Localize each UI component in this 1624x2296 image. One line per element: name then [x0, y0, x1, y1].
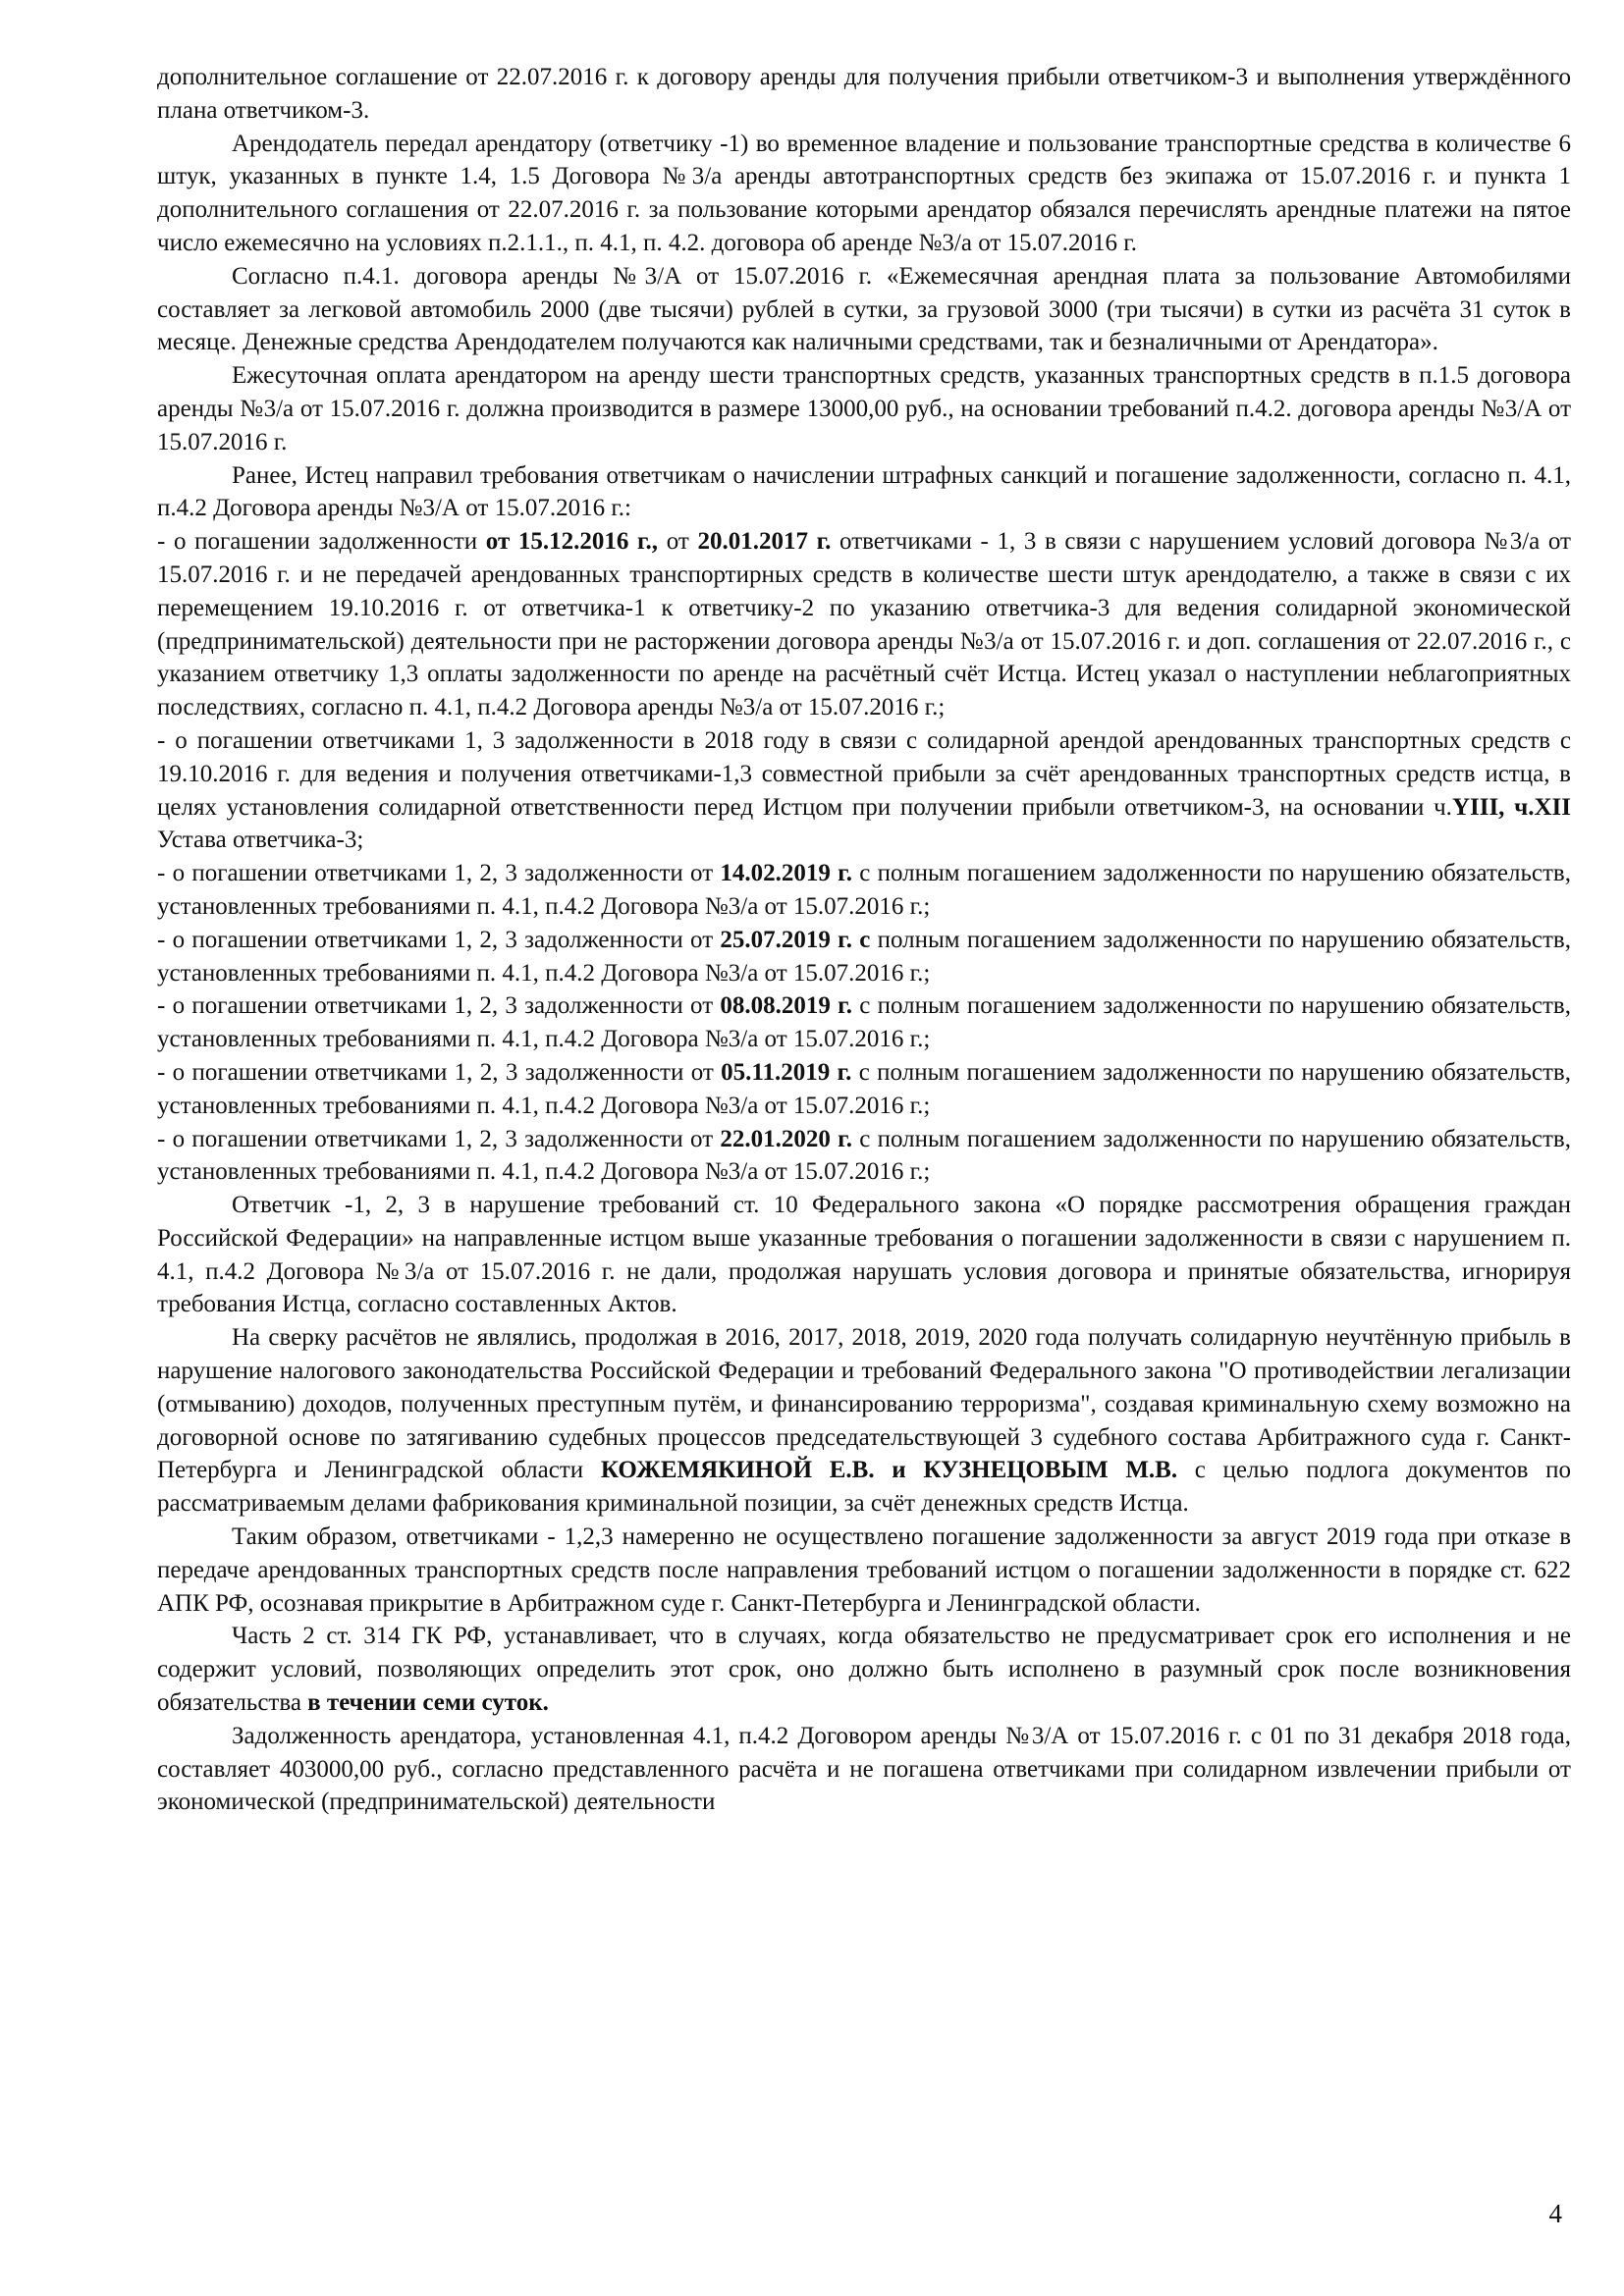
paragraph	[157, 1189, 1571, 1321]
page-number: 4	[1548, 2199, 1562, 2228]
text-run: Арендодатель передал арендатору (ответчику -1) во временное владение и пользование транспортные средства в количестве 6 штук, указанных в пункте 1.4, 1.5 Договора №3/а аренды автотранспортных средств без экипажа от 15.07.2016 г. и пункта 1 дополнительного соглашения от 22.07.2016 г. за пользование которыми арендатор обязался перечислять арендные платежи на пятое число ежемесячно на условиях п.2.1.1., п. 4.1, п. 4.2. договора об аренде №3/а от 15.07.2016 г.	[157, 130, 1571, 256]
text-run: с полным погашением задолженности по нарушению обязательств, установленных требованиями п. 4.1, п.4.2 Договора №3/а от 15.07.2016 г.;	[157, 992, 1571, 1053]
text-run: с полным погашением задолженности по нарушению обязательств, установленных требованиями п. 4.1, п.4.2 Договора №3/а от 15.07.2016 г.;	[157, 860, 1571, 920]
text-run: Устава ответчика-3;	[157, 827, 364, 854]
bold-text: 20.01.2017 г.	[697, 528, 832, 556]
bold-text: 25.07.2019 г. с	[720, 926, 871, 953]
bold-text: 22.01.2020 г.	[720, 1125, 852, 1152]
paragraph	[157, 1123, 1571, 1190]
paragraph	[157, 989, 1571, 1056]
paragraph	[157, 1620, 1571, 1719]
paragraph	[157, 260, 1571, 359]
paragraph	[157, 525, 1571, 724]
paragraph	[157, 857, 1571, 924]
bold-text: от 15.12.2016 г.,	[485, 528, 659, 556]
paragraph	[157, 128, 1571, 260]
text-run: с целью подлога документов по рассматриваемым делами фабрикования криминальной позиции, за счёт денежных средств Истца.	[157, 1457, 1571, 1518]
text-run: Ответчик -1, 2, 3 в нарушение требований ст. 10 Федерального закона «О порядке рассмотрения обращения граждан Российской Федерации» на направленные истцом выше указанные требования о погашении задолженности в связи с нарушением п. 4.1, п.4.2 Договора №3/а от 15.07.2016 г. не дали, продолжая нарушать условия договора и принятые обязательства, игнорируя требования Истца, согласно составленных Актов.	[157, 1192, 1571, 1318]
text-run: ответчиками - 1, 3 в связи с нарушением условий договора №3/а от 15.07.2016 г. и не передачей арендованных транспортирных средств в количестве шести штук арендодателю, а также в связи с их перемещением 19.10.2016 г. от ответчика-1 к ответчику-2 по указанию ответчика-3 для ведения солидарной экономической (предпринимательской) деятельности при не расторжении договора аренды №3/а от 15.07.2016 г. и доп. соглашения от 22.07.2016 г., с указанием ответчику 1,3 оплаты задолженности по аренде на расчётный счёт Истца. Истец указал о наступлении неблагоприятных последствиях, согласно п. 4.1, п.4.2 Договора аренды №3/а от 15.07.2016 г.;	[157, 528, 1571, 721]
text-run: - о погашении ответчиками 1, 3 задолженности в 2018 году в связи с солидарной арендой арендованных транспортных средств с 19.10.2016 г. для ведения и получения ответчиками-1,3 совместной прибыли за счёт арендованных транспортных средств истца, в целях установления солидарной ответственности перед Истцом при получении прибыли ответчиком-3, на основании ч.	[157, 726, 1571, 821]
text-run: Часть 2 ст. 314 ГК РФ, устанавливает, что в случаях, когда обязательство не предусматривает срок его исполнения и не содержит условий, позволяющих определить этот срок, оно должно быть исполнено в разумный срок после возникновения обязательства	[157, 1623, 1571, 1717]
text-run: с полным погашением задолженности по нарушению обязательств, установленных требованиями п. 4.1, п.4.2 Договора №3/а от 15.07.2016 г.;	[157, 1125, 1571, 1186]
text-run: - о погашении ответчиками 1, 2, 3 задолженности от	[157, 1058, 722, 1086]
paragraph	[157, 1521, 1571, 1620]
text-run: На сверку расчётов не являлись, продолжая в 2016, 2017, 2018, 2019, 2020 года получать солидарную неучтённую прибыль в нарушение налогового законодательства Российской Федерации и требований Федерального закона "О противодействии легализации (отмыванию) доходов, полученных преступным путём, и финансированию терроризма", создавая криминальную схему возможно на договорной основе по затягиванию судебных процессов председательствующей 3 судебного состава Арбитражного суда г. Санкт-Петербурга и Ленинградской области	[157, 1324, 1571, 1484]
text-run: - о погашении ответчиками 1, 2, 3 задолженности от	[157, 860, 721, 887]
text-run: от	[658, 528, 698, 556]
text-run: - о погашении ответчиками 1, 2, 3 задолженности от	[157, 1125, 721, 1152]
document-page	[157, 61, 1571, 1819]
text-run: с полным погашением задолженности по нарушению обязательств, установленных требованиями п. 4.1, п.4.2 Договора №3/а от 15.07.2016 г.;	[157, 1058, 1571, 1119]
bold-text: 14.02.2019 г.	[720, 860, 852, 887]
text-run: Задолженность арендатора, установленная 4.1, п.4.2 Договором аренды №3/А от 15.07.2016 г. с 01 по 31 декабря 2018 года, составляет 403000,00 руб., согласно представленного расчёта и не погашена ответчиками при солидарном извлечении прибыли от экономической (предпринимательской) деятельности	[157, 1722, 1571, 1816]
paragraph	[157, 1056, 1571, 1123]
text-run: - о погашении ответчиками 1, 2, 3 задолженности от	[157, 992, 721, 1020]
text-run: Ранее, Истец направил требования ответчикам о начислении штрафных санкций и погашение задолженности, согласно п. 4.1, п.4.2 Договора аренды №3/А от 15.07.2016 г.:	[157, 461, 1571, 522]
text-run: полным погашением задолженности по нарушению обязательств, установленных требованиями п. 4.1, п.4.2 Договора №3/а от 15.07.2016 г.;	[157, 926, 1571, 987]
bold-text: КОЖЕМЯКИНОЙ Е.В. и КУЗНЕЦОВЫМ М.В.	[600, 1457, 1178, 1484]
text-run: - о погашении ответчиками 1, 2, 3 задолженности от	[157, 926, 721, 953]
paragraph	[157, 459, 1571, 526]
paragraph	[157, 61, 1571, 128]
paragraph	[157, 724, 1571, 857]
paragraph	[157, 1720, 1571, 1819]
bold-text: YIII, ч.XII	[1451, 793, 1571, 821]
paragraph	[157, 1321, 1571, 1521]
text-run: Таким образом, ответчиками - 1,2,3 намеренно не осуществлено погашение задолженности за август 2019 года при отказе в передаче арендованных транспортных средств после направления требований истцом о погашении задолженности в порядке ст. 622 АПК РФ, осознавая прикрытие в Арбитражном суде г. Санкт-Петербурга и Ленинградской области.	[157, 1523, 1571, 1617]
text-run: Ежесуточная оплата арендатором на аренду шести транспортных средств, указанных транспортных средств в п.1.5 договора аренды №3/а от 15.07.2016 г. должна производится в размере 13000,00 руб., на основании требований п.4.2. договора аренды №3/А от 15.07.2016 г.	[157, 362, 1571, 455]
text-run: Согласно п.4.1. договора аренды №3/А от 15.07.2016 г. «Ежемесячная арендная плата за пользование Автомобилями составляет за легковой автомобиль 2000 (две тысячи) рублей в сутки, за грузовой 3000 (три тысячи) в сутки из расчёта 31 суток в месяце. Денежные средства Арендодателем получаются как наличными средствами, так и безналичными от Арендатора».	[157, 262, 1571, 356]
paragraph	[157, 924, 1571, 990]
text-run: - о погашении задолженности	[157, 528, 486, 556]
bold-text: 08.08.2019 г.	[720, 992, 852, 1020]
bold-text: 05.11.2019 г.	[721, 1058, 852, 1086]
bold-text: в течении семи суток.	[307, 1689, 549, 1717]
paragraph	[157, 359, 1571, 458]
text-run: дополнительное соглашение от 22.07.2016 г. к договору аренды для получения прибыли ответчиком-3 и выполнения утверждённого плана ответчиком-3.	[157, 64, 1571, 124]
